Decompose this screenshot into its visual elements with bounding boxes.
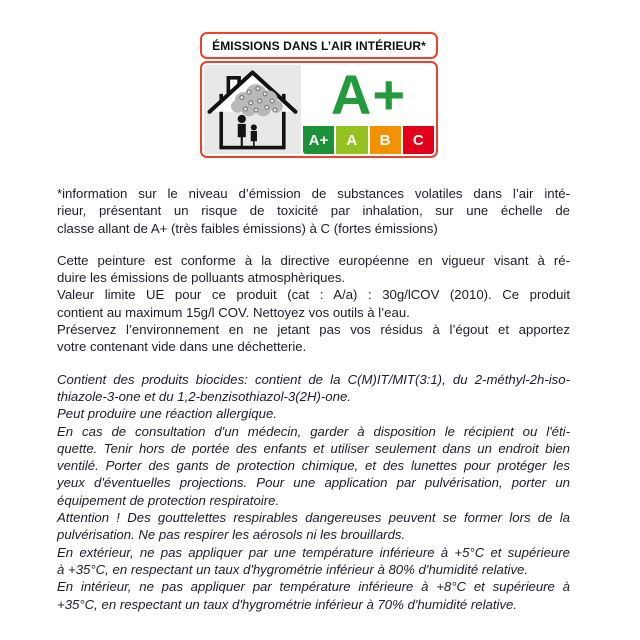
house-pollution-icon <box>206 67 299 153</box>
indoor-air-emissions-badge <box>200 32 438 158</box>
paragraph <box>57 286 570 321</box>
paragraph <box>57 544 570 579</box>
text-line: rieur, présentant un risque de toxicité par inhalation, sur une échelle de <box>57 203 570 219</box>
scale-cell-b: B <box>370 126 401 154</box>
text-line: quette. Tenir hors de portée des enfants et utiliser seulement dans un endroit bien <box>57 440 570 456</box>
text-line: classe allant de A+ (très faibles émissions) à C (fortes émissions) <box>57 220 438 236</box>
text-line: contient au maximum 15g/l COV. Nettoyez vos outils à l’eau. <box>57 304 410 320</box>
text-line: à +35°C, en respectant un taux d'hygrométrie inférieur à 80% d'humidité relative. <box>57 561 529 577</box>
text-section-1 <box>57 185 570 237</box>
text-line: votre contenant vide dans une déchetterie. <box>57 339 307 355</box>
paragraph <box>57 423 570 509</box>
paragraph <box>57 578 570 613</box>
text-line: En cas de consultation d'un médecin, garder à disposition le récipient ou l'éti- <box>57 423 570 439</box>
rating-panel <box>303 65 434 154</box>
paragraph <box>57 371 570 406</box>
scale-cell-a: A <box>336 126 367 154</box>
family-silhouette-icon <box>238 114 257 147</box>
text-line: Contient des produits biocides: contient de la C(M)IT/MIT(3:1), du 2-méthyl-2h-iso- <box>57 371 570 387</box>
rating-value: A+ <box>330 63 407 126</box>
text-line: +35°C, en respectant un taux d'hygrométrie inférieur à 70% d'humidité relative. <box>57 596 518 612</box>
paragraph <box>57 509 570 544</box>
paragraph <box>57 252 570 287</box>
badge-title: ÉMISSIONS DANS L’AIR INTÉRIEUR* <box>200 32 438 59</box>
text-line: duire les émissions de polluants atmosphèriques. <box>57 270 346 286</box>
paragraph <box>57 321 570 356</box>
text-line: équipement de protection respiratoire. <box>57 492 280 508</box>
text-section-3 <box>57 371 570 613</box>
scale-cell-aplus: A+ <box>303 126 334 154</box>
house-panel <box>204 65 301 154</box>
paragraph <box>57 185 570 237</box>
text-line: pulvérisation. Ne pas respirer les aérosols ni les brouillards. <box>57 527 406 543</box>
text-line: Valeur limite UE pour ce produit (cat : A/a) : 30g/lCOV (2010). Ce produit <box>57 287 570 303</box>
text-line: thiazole-3-one et du 1,2-benzisothiazol-3(2H)-one. <box>57 388 351 404</box>
text-line: Attention ! Des gouttelettes respirables dangereuses peuvent se former lors de la <box>57 510 570 526</box>
text-line: ventilé. Porter des gants de protection chimique, et des lunettes pour protéger les <box>57 458 570 474</box>
paragraph <box>57 405 570 422</box>
text-line: Préservez l’environnement en ne jetant pas vos résidus à l’égout et apportez <box>57 322 570 338</box>
text-line: yeux d'éventuelles projections. Pour une application par pulvérisation, porter un <box>57 475 570 491</box>
badge-graphic-box <box>200 61 438 158</box>
text-line: En intérieur, ne pas appliquer par température inférieure à +8°C et supérieure à <box>57 579 570 595</box>
scale-cell-c: C <box>403 126 434 154</box>
text-line: En extérieur, ne pas appliquer par une température inférieure à +5°C et supérieure <box>57 544 570 560</box>
text-line: Peut produire une réaction allergique. <box>57 406 277 422</box>
text-line: *information sur le niveau d’émission de substances volatiles dans l’air inté- <box>57 186 570 201</box>
rating-scale <box>303 126 434 154</box>
text-section-2 <box>57 252 570 356</box>
body-text <box>57 185 570 613</box>
text-line: Cette peinture est conforme à la directive européenne en vigueur visant à ré- <box>57 252 570 268</box>
